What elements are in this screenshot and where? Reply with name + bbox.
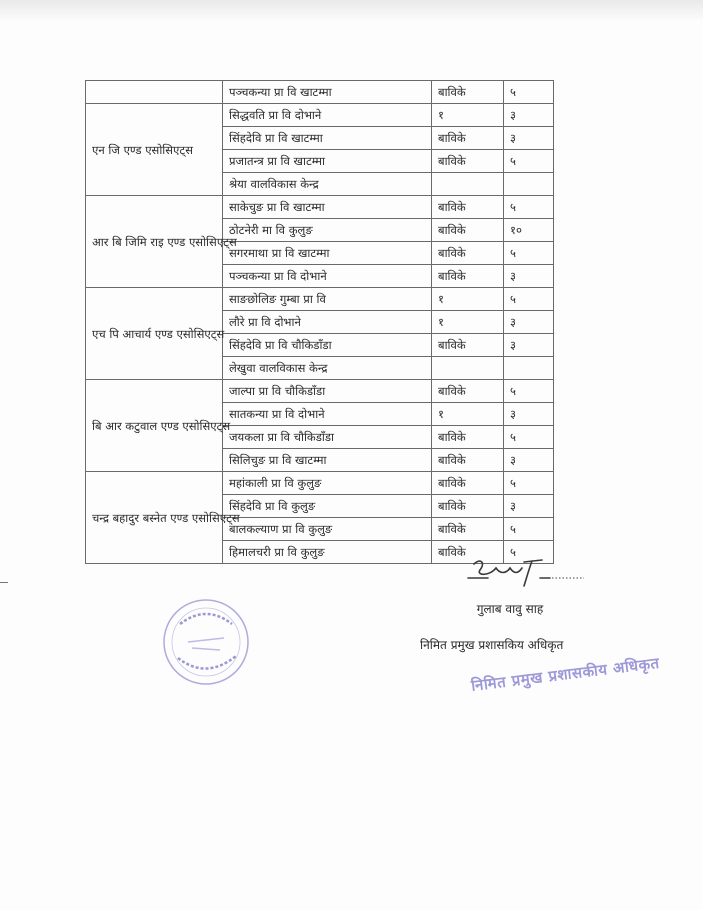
audit-firm-cell [86, 472, 240, 564]
table-row [86, 288, 554, 311]
audit-firm-cell [86, 104, 223, 196]
count-cell: ५ [504, 426, 554, 449]
school-type-cell: बाविके [432, 81, 504, 104]
school-name-cell: सातकन्या प्रा वि दोभाने [223, 403, 432, 426]
school-name-cell: हिमालचरी प्रा वि कुलुङ [223, 541, 432, 564]
audit-firm-name: एच पि आचार्य एण्ड एसोसिएट्स [92, 326, 225, 341]
school-type-cell: बाविके [432, 380, 504, 403]
count-cell: १० [504, 219, 554, 242]
count-cell [504, 357, 554, 380]
table-row [86, 104, 554, 127]
count-cell: ५ [504, 472, 554, 495]
school-type-cell: बाविके [432, 426, 504, 449]
count-cell: ५ [504, 288, 554, 311]
audit-firm-name: एन जि एण्ड एसोसिएट्स [92, 142, 193, 157]
school-type-cell: बाविके [432, 265, 504, 288]
school-name-cell: जाल्पा प्रा वि चौकिडाँडा [223, 380, 432, 403]
school-type-cell: बाविके [432, 449, 504, 472]
count-cell: ५ [504, 380, 554, 403]
count-cell: ५ [504, 196, 554, 219]
audit-firm-name: चन्द्र बहादुर बस्नेत एण्ड एसोसिएट्स [92, 510, 240, 525]
school-name-cell: सिंहदेवि प्रा वि खाटम्मा [223, 127, 432, 150]
audit-firm-cell [86, 288, 223, 380]
count-cell: ५ [504, 541, 554, 564]
count-cell: ३ [504, 403, 554, 426]
school-type-cell [432, 357, 504, 380]
signature-scribble [466, 556, 586, 590]
signer-name: गुलाब वावु साह [476, 602, 544, 616]
school-type-cell: १ [432, 104, 504, 127]
count-cell: ५ [504, 150, 554, 173]
school-type-cell: बाविके [432, 127, 504, 150]
school-type-cell: बाविके [432, 541, 504, 564]
count-cell: ३ [504, 449, 554, 472]
count-cell [504, 173, 554, 196]
school-name-cell: पञ्चकन्या प्रा वि दोभाने [223, 265, 432, 288]
count-cell: ३ [504, 311, 554, 334]
school-name-cell: पञ्चकन्या प्रा वि खाटम्मा [223, 81, 432, 104]
school-name-cell: लौरे प्रा वि दोभाने [223, 311, 432, 334]
audit-assignment-table [85, 80, 554, 564]
count-cell: ३ [504, 265, 554, 288]
signer-title: निमित प्रमुख प्रशासकिय अधिकृत [420, 638, 564, 652]
count-cell: ५ [504, 81, 554, 104]
scan-top-shadow [0, 0, 703, 22]
count-cell: ३ [504, 104, 554, 127]
school-name-cell: सिद्धवति प्रा वि दोभाने [223, 104, 432, 127]
school-name-cell: साङछोलिङ गुम्बा प्रा वि [223, 288, 432, 311]
school-type-cell: १ [432, 403, 504, 426]
school-name-cell: श्रेया वालविकास केन्द्र [223, 173, 432, 196]
count-cell: ३ [504, 495, 554, 518]
school-name-cell: सिंहदेवि प्रा वि कुलुङ [223, 495, 432, 518]
school-type-cell: बाविके [432, 334, 504, 357]
school-type-cell: बाविके [432, 518, 504, 541]
school-name-cell: बालकल्याण प्रा वि कुलुङ [223, 518, 432, 541]
school-name-cell: जयकला प्रा वि चौकिडाँडा [223, 426, 432, 449]
school-type-cell: बाविके [432, 196, 504, 219]
school-name-cell: लेखुवा वालविकास केन्द्र [223, 357, 432, 380]
school-name-cell: सगरमाथा प्रा वि खाटम्मा [223, 242, 432, 265]
school-type-cell: बाविके [432, 150, 504, 173]
officer-title-stamp: निमित प्रमुख प्रशासकीय अधिकृत [470, 653, 661, 695]
count-cell: ३ [504, 334, 554, 357]
school-name-cell: सिलिचुङ प्रा वि खाटम्मा [223, 449, 432, 472]
school-type-cell: १ [432, 311, 504, 334]
margin-mark [0, 582, 8, 583]
school-name-cell: महांकाली प्रा वि कुलुङ [223, 472, 432, 495]
count-cell: ३ [504, 127, 554, 150]
table-row [86, 196, 554, 219]
school-type-cell: बाविके [432, 472, 504, 495]
audit-firm-name: आर बि जिमि राइ एण्ड एसोसिएट्स [92, 234, 237, 249]
audit-firm-cell [86, 81, 223, 104]
count-cell: ५ [504, 518, 554, 541]
table-row [86, 472, 554, 495]
school-type-cell: १ [432, 288, 504, 311]
office-seal-stamp [158, 594, 254, 690]
count-cell: ५ [504, 242, 554, 265]
school-name-cell: साकेचुङ प्रा वि खाटम्मा [223, 196, 432, 219]
audit-firm-cell [86, 380, 231, 472]
school-type-cell: बाविके [432, 495, 504, 518]
table-row [86, 81, 554, 104]
audit-firm-name: बि आर कटुवाल एण्ड एसोसिएट्स [92, 418, 231, 433]
school-type-cell: बाविके [432, 242, 504, 265]
school-name-cell: सिंहदेवि प्रा वि चौकिडाँडा [223, 334, 432, 357]
school-type-cell [432, 173, 504, 196]
school-name-cell: ठोटनेरी मा वि कुलुङ [223, 219, 432, 242]
school-type-cell: बाविके [432, 219, 504, 242]
school-name-cell: प्रजातन्त्र प्रा वि खाटम्मा [223, 150, 432, 173]
table-row [86, 380, 554, 403]
audit-firm-cell [86, 196, 237, 288]
table-body [86, 81, 554, 564]
